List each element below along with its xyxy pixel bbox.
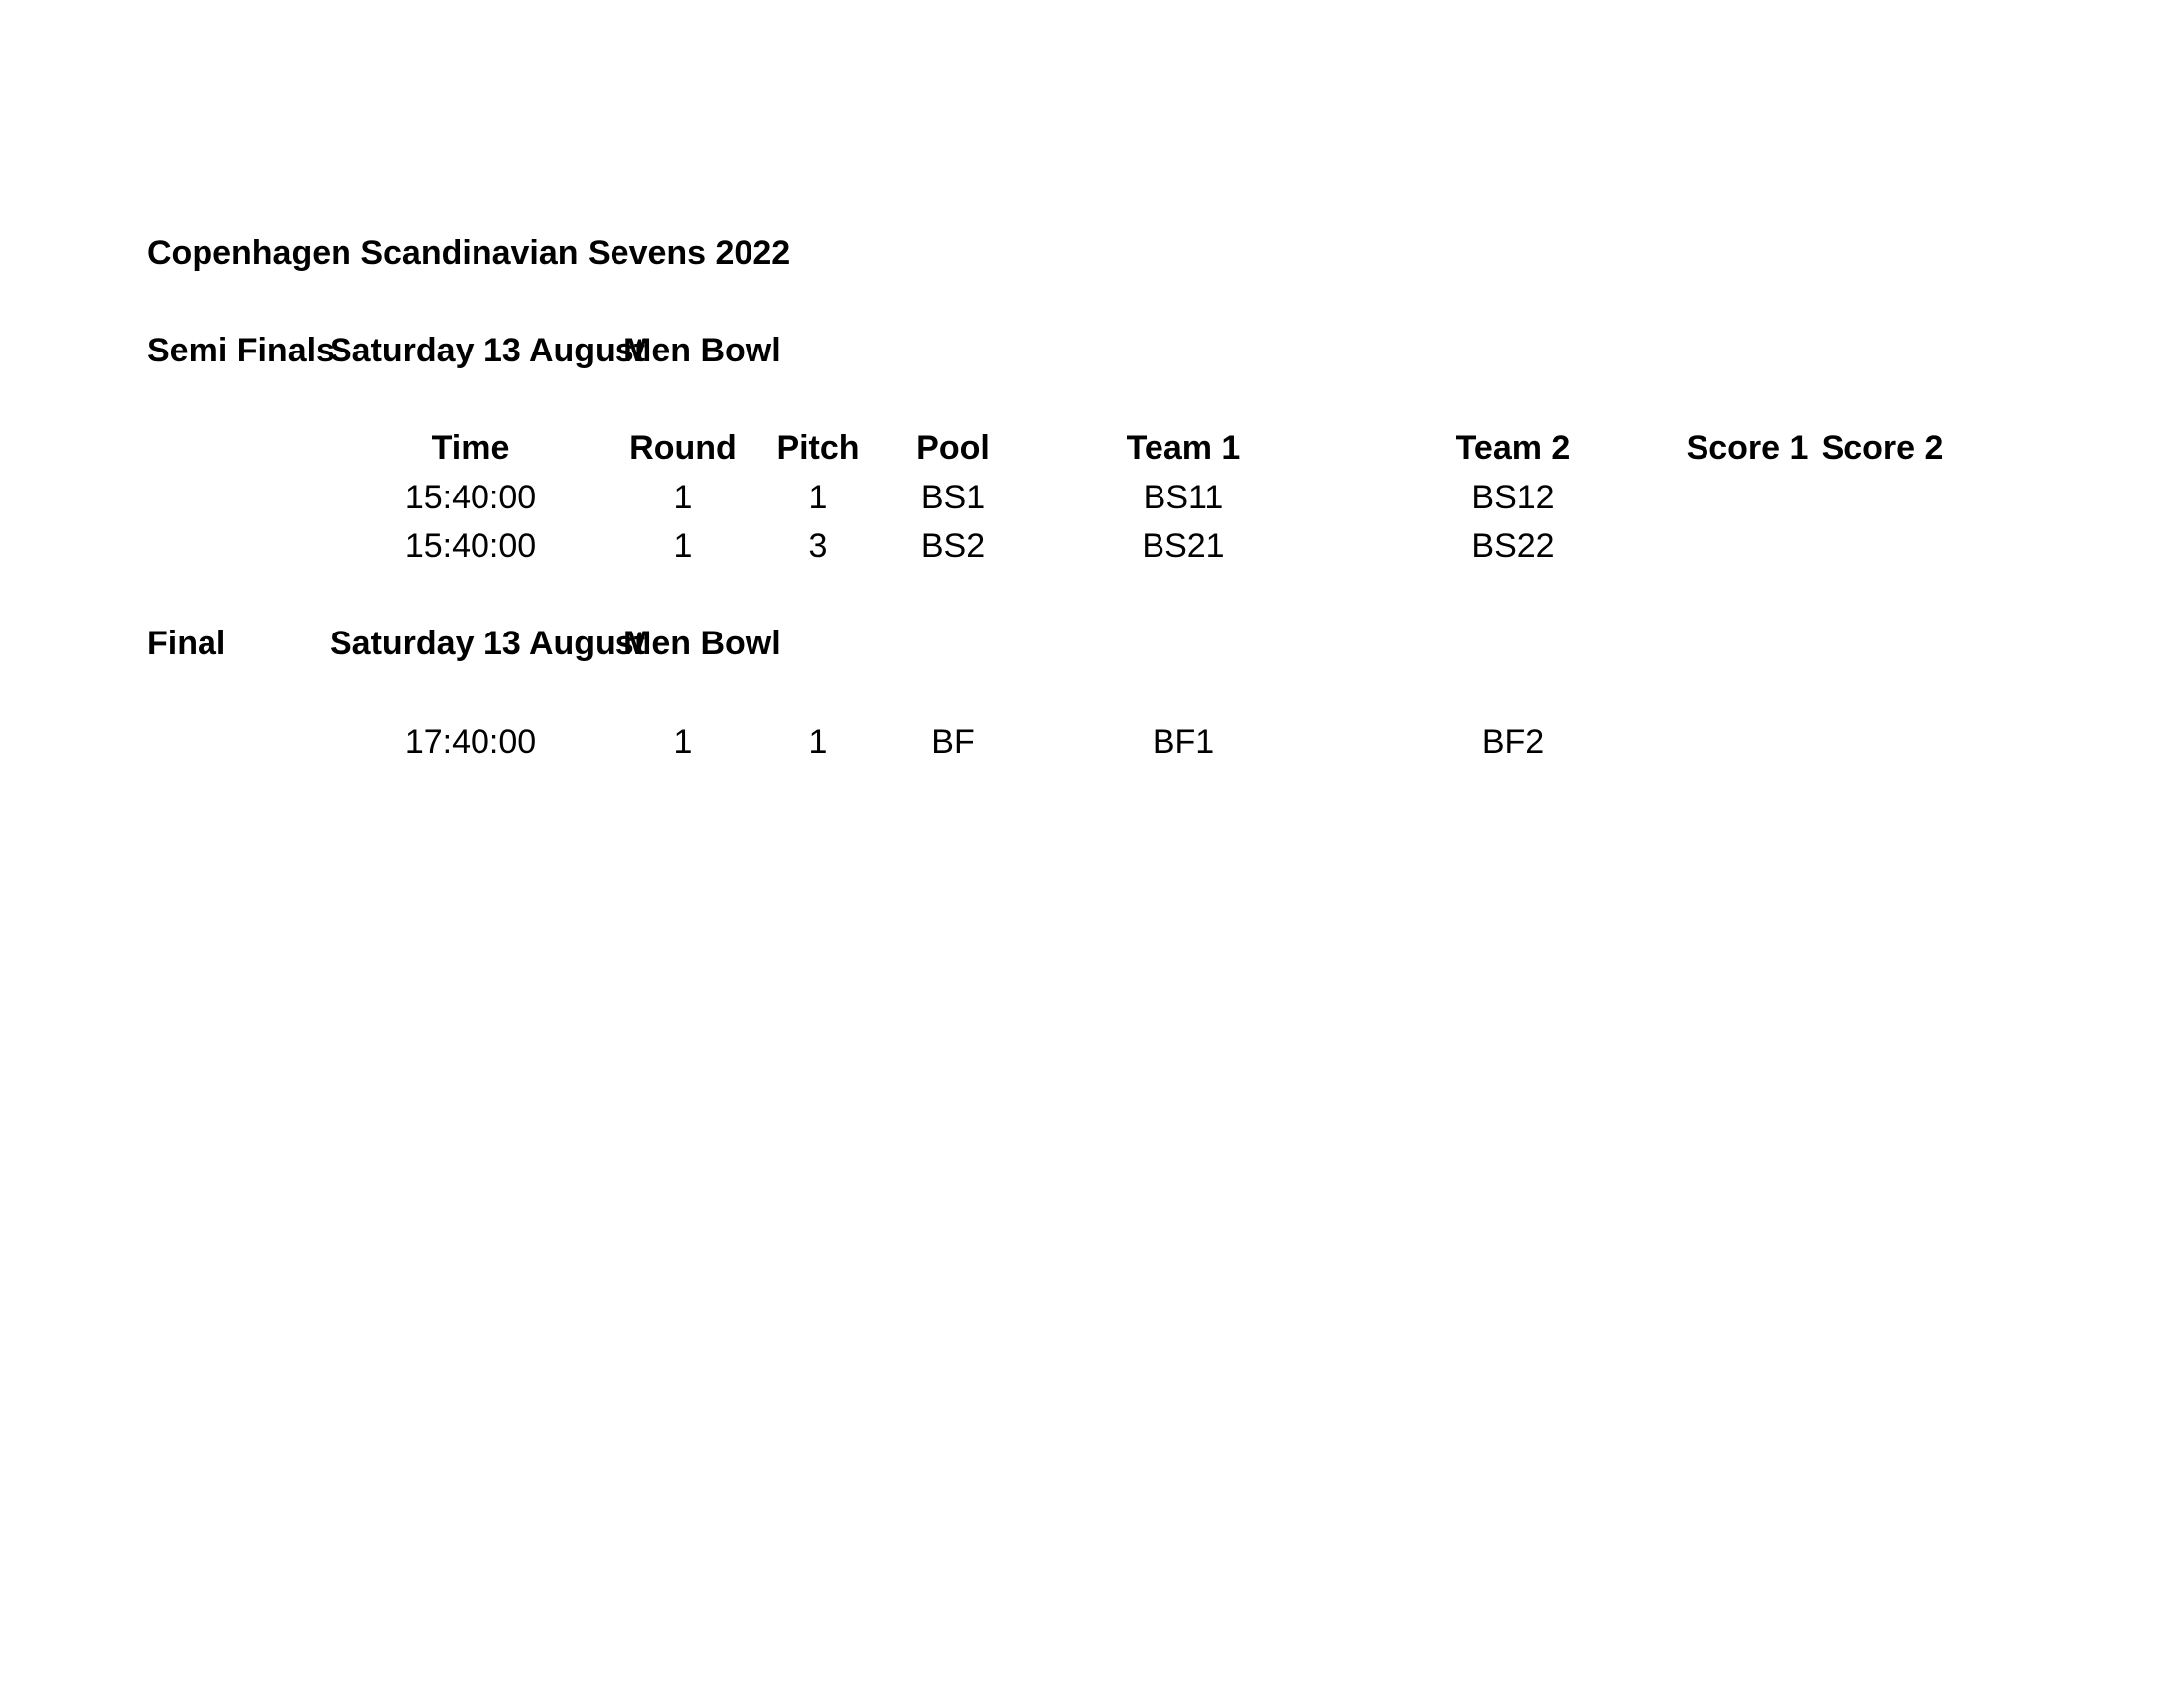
match-pitch: 3 (808, 527, 828, 565)
final-stage-label: Final (147, 625, 226, 662)
match-team1: BS21 (1142, 527, 1225, 565)
document-title: Copenhagen Scandinavian Sevens 2022 (147, 234, 791, 272)
match-pool: BS1 (920, 479, 986, 516)
match-pool: BF (931, 723, 975, 761)
match-time: 15:40:00 (404, 527, 537, 565)
match-round: 1 (673, 479, 693, 516)
match-team1: BF1 (1152, 723, 1215, 761)
header-score2: Score 2 (1821, 429, 1944, 467)
match-pitch: 1 (808, 479, 828, 516)
match-round: 1 (673, 527, 693, 565)
match-team2: BS12 (1471, 479, 1555, 516)
semi-finals-date: Saturday 13 August (330, 332, 646, 369)
header-time: Time (431, 429, 510, 467)
header-score1: Score 1 (1686, 429, 1809, 467)
semi-finals-stage-label: Semi Finals (147, 332, 335, 369)
match-time: 17:40:00 (404, 723, 537, 761)
header-team2: Team 2 (1455, 429, 1570, 467)
match-team2: BF2 (1481, 723, 1545, 761)
final-category: Men Bowl (623, 625, 781, 662)
header-pitch: Pitch (776, 429, 860, 467)
final-date: Saturday 13 August (330, 625, 646, 662)
match-round: 1 (673, 723, 693, 761)
match-team1: BS11 (1143, 479, 1224, 516)
header-round: Round (629, 429, 737, 467)
header-team1: Team 1 (1126, 429, 1241, 467)
match-pitch: 1 (808, 723, 828, 761)
header-pool: Pool (916, 429, 990, 467)
match-team2: BS22 (1471, 527, 1555, 565)
semi-finals-category: Men Bowl (623, 332, 781, 369)
match-time: 15:40:00 (404, 479, 537, 516)
match-pool: BS2 (920, 527, 986, 565)
